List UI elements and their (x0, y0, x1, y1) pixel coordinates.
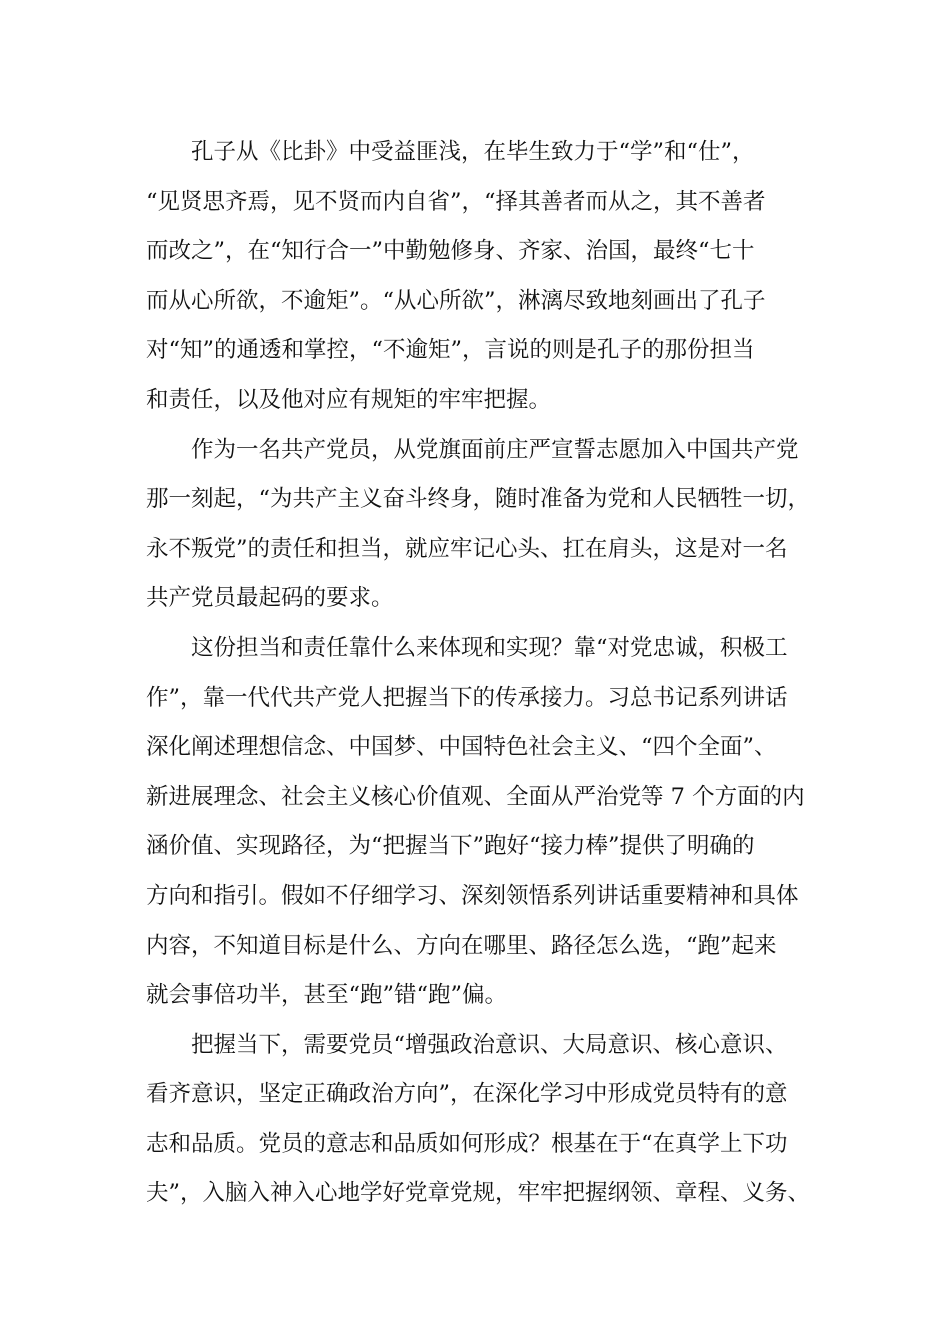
text-line: 深化阐述理想信念、中国梦、中国特色社会主义、“四个全面”、 (146, 734, 777, 761)
text-line: 这份担当和责任靠什么来体现和实现？靠“对党忠诚，积极工 (191, 634, 788, 661)
text-line: 涵价值、实现路径，为“把握当下”跑好“接力棒”提供了明确的 (146, 833, 755, 860)
text-line: 就会事倍功半，甚至“跑”错“跑”偏。 (146, 982, 508, 1009)
text-line: 夫”，入脑入神入心地学好党章党规，牢牢把握纲领、章程、义务、 (146, 1180, 811, 1207)
text-line: 把握当下，需要党员“增强政治意识、大局意识、核心意识、 (191, 1031, 788, 1058)
text-line: 永不叛党”的责任和担当，就应牢记心头、扛在肩头，这是对一名 (146, 535, 788, 562)
text-line: 而从心所欲，不逾矩”。“从心所欲”，淋漓尽致地刻画出了孔子 (146, 287, 766, 314)
text-line: 那一刻起，“为共产主义奋斗终身，随时准备为党和人民牺牲一切， (146, 486, 811, 513)
text-line: 志和品质。党员的意志和品质如何形成？根基在于“在真学上下功 (146, 1130, 788, 1157)
text-line: 内容，不知道目标是什么、方向在哪里、路径怎么选，“跑”起来 (146, 932, 777, 959)
text-line: 对“知”的通透和掌控，“不逾矩”，言说的则是孔子的那份担当 (146, 337, 755, 364)
paragraph-grasp-present (146, 1021, 811, 1219)
text-line: “见贤思齐焉，见不贤而内自省”，“择其善者而从之，其不善者 (146, 188, 766, 215)
text-line: 而改之”，在“知行合一”中勤勉修身、齐家、治国，最终“七十 (146, 238, 755, 265)
text-line: 新进展理念、社会主义核心价值观、全面从严治党等 7 个方面的内 (146, 783, 805, 810)
text-line: 作”，靠一代代共产党人把握当下的传承接力。习总书记系列讲话 (146, 684, 788, 711)
paragraph-party-member (146, 426, 811, 624)
document-body (146, 128, 811, 1219)
paragraph-confucius (146, 128, 808, 426)
text-line: 共产党员最起码的要求。 (146, 585, 394, 612)
text-line: 方向和指引。假如不仔细学习、深刻领悟系列讲话重要精神和具体 (146, 882, 799, 909)
text-line: 作为一名共产党员，从党旗面前庄严宣誓志愿加入中国共产党 (191, 436, 799, 463)
text-line: 和责任，以及他对应有规矩的牢牢把握。 (146, 386, 552, 413)
text-line: 孔子从《比卦》中受益匪浅，在毕生致力于“学”和“仕”， (191, 139, 755, 165)
paragraph-responsibility (146, 624, 808, 1021)
text-line: 看齐意识，坚定正确政治方向”，在深化学习中形成党员特有的意 (146, 1081, 788, 1108)
